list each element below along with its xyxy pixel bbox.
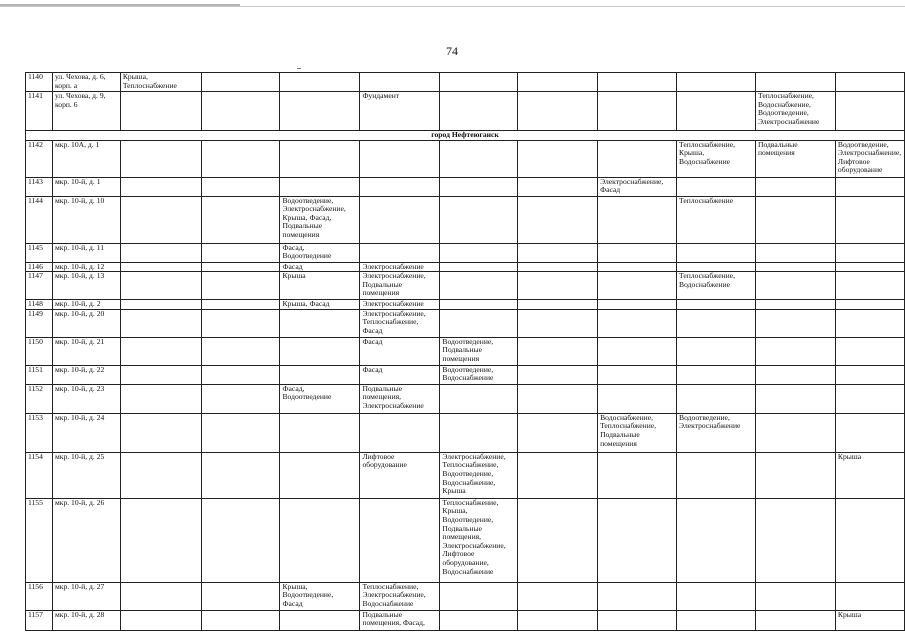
row-number: 1145 bbox=[26, 243, 53, 262]
row-number: 1153 bbox=[26, 413, 53, 452]
work-cell bbox=[518, 73, 598, 92]
work-cell bbox=[755, 300, 835, 310]
work-cell bbox=[518, 452, 598, 498]
work-cell bbox=[440, 413, 518, 452]
work-cell bbox=[755, 272, 835, 300]
work-cell bbox=[835, 300, 904, 310]
work-cell bbox=[360, 243, 440, 262]
work-cell bbox=[518, 498, 598, 582]
table-row bbox=[26, 196, 905, 243]
address-cell: ул. Чехова, д. 6, корп. а bbox=[52, 73, 120, 92]
address-cell: мкр. 10-й, д. 11 bbox=[52, 243, 120, 262]
work-cell bbox=[598, 300, 677, 310]
work-cell bbox=[440, 262, 518, 272]
work-cell bbox=[755, 452, 835, 498]
work-cell bbox=[598, 196, 677, 243]
table-row bbox=[26, 243, 905, 262]
work-cell bbox=[120, 272, 201, 300]
work-cell bbox=[598, 365, 677, 384]
work-cell bbox=[360, 140, 440, 177]
row-number: 1155 bbox=[26, 498, 53, 582]
work-cell bbox=[201, 177, 280, 196]
work-cell bbox=[201, 196, 280, 243]
row-number: 1151 bbox=[26, 365, 53, 384]
work-cell bbox=[280, 92, 360, 131]
work-cell bbox=[201, 92, 280, 131]
work-cell bbox=[120, 92, 201, 131]
work-cell: Теплоснабжение, Крыша, Водоотведение, Подвальные помещения, Электроснабжение, Лифтовое оборудование, Водоснабжение bbox=[440, 498, 518, 582]
work-cell bbox=[677, 498, 756, 582]
work-cell bbox=[755, 365, 835, 384]
work-cell: Электроснабжение, Фасад bbox=[598, 177, 677, 196]
work-cell bbox=[201, 262, 280, 272]
work-cell bbox=[201, 452, 280, 498]
work-cell bbox=[120, 243, 201, 262]
address-cell: мкр. 10-й, д. 1 bbox=[52, 177, 120, 196]
work-cell bbox=[835, 582, 904, 610]
address-cell: мкр. 10-й, д. 26 bbox=[52, 498, 120, 582]
work-cell bbox=[518, 413, 598, 452]
work-cell bbox=[120, 262, 201, 272]
work-cell bbox=[518, 92, 598, 131]
row-number: 1142 bbox=[26, 140, 53, 177]
city-name: город Нефтеюганск bbox=[26, 131, 905, 141]
work-cell bbox=[598, 140, 677, 177]
work-cell: Электроснабжение, Подвальные помещения bbox=[360, 272, 440, 300]
work-cell bbox=[518, 177, 598, 196]
row-number: 1144 bbox=[26, 196, 53, 243]
work-cell bbox=[598, 582, 677, 610]
work-cell bbox=[835, 262, 904, 272]
work-cell bbox=[120, 300, 201, 310]
work-cell bbox=[518, 309, 598, 337]
work-cell: Фасад bbox=[280, 262, 360, 272]
work-cell: Подвальные помещения bbox=[755, 140, 835, 177]
work-cell bbox=[598, 610, 677, 630]
work-cell bbox=[440, 196, 518, 243]
work-cell: Водоотведение, Электроснабжение, Лифтовое оборудование bbox=[835, 140, 904, 177]
row-number: 1157 bbox=[26, 610, 53, 630]
work-cell bbox=[280, 452, 360, 498]
work-cell bbox=[280, 73, 360, 92]
address-cell: мкр. 10-й, д. 12 bbox=[52, 262, 120, 272]
row-number: 1152 bbox=[26, 384, 53, 413]
work-cell: Крыша bbox=[835, 452, 904, 498]
work-cell bbox=[120, 337, 201, 365]
table-row bbox=[26, 262, 905, 272]
work-cell bbox=[677, 300, 756, 310]
work-cell bbox=[755, 582, 835, 610]
work-cell bbox=[755, 262, 835, 272]
table-row bbox=[26, 498, 905, 582]
work-cell bbox=[677, 452, 756, 498]
address-cell: мкр. 10-й, д. 25 bbox=[52, 452, 120, 498]
work-cell bbox=[518, 300, 598, 310]
work-cell bbox=[755, 243, 835, 262]
address-cell: мкр. 10-й, д. 24 bbox=[52, 413, 120, 452]
work-cell bbox=[755, 196, 835, 243]
row-number: 1146 bbox=[26, 262, 53, 272]
work-cell bbox=[120, 309, 201, 337]
table-row bbox=[26, 92, 905, 131]
work-cell: Крыша, Теплоснабжение bbox=[120, 73, 201, 92]
table-row bbox=[26, 177, 905, 196]
work-cell: Водоснабжение, Теплоснабжение, Подвальные помещения bbox=[598, 413, 677, 452]
work-cell bbox=[120, 196, 201, 243]
scan-dot bbox=[297, 68, 301, 69]
work-cell: Крыша bbox=[280, 272, 360, 300]
table-row bbox=[26, 73, 905, 92]
work-cell bbox=[201, 337, 280, 365]
work-cell: Подвальные помещения, Электроснабжение bbox=[360, 384, 440, 413]
work-cell: Фасад, Водоотведение bbox=[280, 384, 360, 413]
table-row bbox=[26, 309, 905, 337]
work-cell bbox=[120, 452, 201, 498]
work-cell bbox=[360, 413, 440, 452]
work-cell: Теплоснабжение, Водоснабжение bbox=[677, 272, 756, 300]
work-cell bbox=[440, 243, 518, 262]
work-cell: Фундамент bbox=[360, 92, 440, 131]
work-cell bbox=[440, 300, 518, 310]
work-cell bbox=[518, 337, 598, 365]
work-cell bbox=[360, 177, 440, 196]
work-cell bbox=[360, 498, 440, 582]
work-cell bbox=[755, 73, 835, 92]
work-cell bbox=[280, 309, 360, 337]
work-cell bbox=[755, 498, 835, 582]
row-number: 1143 bbox=[26, 177, 53, 196]
scan-edge-line bbox=[0, 6, 905, 7]
work-cell: Крыша bbox=[835, 610, 904, 630]
address-cell: мкр. 10-й, д. 20 bbox=[52, 309, 120, 337]
address-cell: мкр. 10-й, д. 10 bbox=[52, 196, 120, 243]
work-cell bbox=[518, 384, 598, 413]
work-cell bbox=[120, 140, 201, 177]
work-cell bbox=[755, 384, 835, 413]
work-cell bbox=[360, 196, 440, 243]
work-cell bbox=[201, 309, 280, 337]
work-cell: Водоотведение, Подвальные помещения bbox=[440, 337, 518, 365]
work-cell bbox=[280, 177, 360, 196]
work-cell bbox=[835, 243, 904, 262]
address-cell: мкр. 10А, д. 1 bbox=[52, 140, 120, 177]
work-cell: Электроснабжение bbox=[360, 300, 440, 310]
work-cell bbox=[120, 365, 201, 384]
work-cell bbox=[120, 498, 201, 582]
work-cell: Водоотведение, Электроснабжение bbox=[677, 413, 756, 452]
work-cell bbox=[280, 498, 360, 582]
work-cell bbox=[440, 309, 518, 337]
work-cell: Электроснабжение bbox=[360, 262, 440, 272]
city-header-row bbox=[26, 131, 905, 141]
work-cell bbox=[677, 610, 756, 630]
work-cell bbox=[598, 73, 677, 92]
work-cell bbox=[280, 413, 360, 452]
work-cell: Теплоснабжение, Электроснабжение, Водоснабжение bbox=[360, 582, 440, 610]
table-row bbox=[26, 272, 905, 300]
work-cell: Теплоснабжение, Водоснабжение, Водоотведение, Электроснабжение bbox=[755, 92, 835, 131]
work-cell bbox=[835, 196, 904, 243]
row-number: 1154 bbox=[26, 452, 53, 498]
work-cell bbox=[360, 73, 440, 92]
table-row bbox=[26, 384, 905, 413]
table-body-before bbox=[26, 73, 905, 131]
work-cell bbox=[835, 498, 904, 582]
work-cell bbox=[677, 262, 756, 272]
table-row bbox=[26, 610, 905, 630]
work-cell bbox=[835, 384, 904, 413]
work-cell bbox=[201, 413, 280, 452]
row-number: 1148 bbox=[26, 300, 53, 310]
work-cell bbox=[677, 309, 756, 337]
work-cell bbox=[518, 610, 598, 630]
address-cell: мкр. 10-й, д. 23 bbox=[52, 384, 120, 413]
work-cell bbox=[280, 337, 360, 365]
address-cell: ул. Чехова, д. 9, корп. 6 bbox=[52, 92, 120, 131]
work-cell bbox=[598, 272, 677, 300]
work-cell bbox=[835, 365, 904, 384]
work-cell: Водоотведение, Электроснабжение, Крыша, Фасад, Подвальные помещения bbox=[280, 196, 360, 243]
work-cell bbox=[835, 309, 904, 337]
table-row bbox=[26, 365, 905, 384]
work-cell: Фасад, Водоотведение bbox=[280, 243, 360, 262]
work-cell bbox=[518, 140, 598, 177]
row-number: 1147 bbox=[26, 272, 53, 300]
table-row bbox=[26, 452, 905, 498]
row-number: 1149 bbox=[26, 309, 53, 337]
work-cell bbox=[120, 582, 201, 610]
work-cell bbox=[280, 140, 360, 177]
work-cell bbox=[598, 92, 677, 131]
work-cell bbox=[677, 337, 756, 365]
work-cell: Электроснабжение, Теплоснабжение, Водоотведение, Водоснабжение, Крыша bbox=[440, 452, 518, 498]
table-row bbox=[26, 337, 905, 365]
work-cell bbox=[598, 262, 677, 272]
work-cell bbox=[677, 92, 756, 131]
work-cell bbox=[835, 337, 904, 365]
work-cell bbox=[755, 177, 835, 196]
work-cell bbox=[440, 73, 518, 92]
work-cell bbox=[755, 309, 835, 337]
work-cell bbox=[598, 337, 677, 365]
work-cell bbox=[518, 365, 598, 384]
work-cell bbox=[201, 582, 280, 610]
work-cell bbox=[120, 177, 201, 196]
work-cell: Лифтовое оборудование bbox=[360, 452, 440, 498]
table-row bbox=[26, 582, 905, 610]
work-cell: Водоотведение, Водоснабжение bbox=[440, 365, 518, 384]
work-cell bbox=[518, 272, 598, 300]
work-cell bbox=[201, 365, 280, 384]
work-cell bbox=[835, 92, 904, 131]
work-cell bbox=[835, 73, 904, 92]
table-body-after bbox=[26, 140, 905, 630]
work-cell: Крыша, Фасад bbox=[280, 300, 360, 310]
work-cell bbox=[201, 384, 280, 413]
work-cell bbox=[598, 243, 677, 262]
work-cell bbox=[598, 498, 677, 582]
address-cell: мкр. 10-й, д. 22 bbox=[52, 365, 120, 384]
work-cell: Теплоснабжение bbox=[677, 196, 756, 243]
work-cell bbox=[440, 92, 518, 131]
work-cell bbox=[120, 384, 201, 413]
page-number: 74 bbox=[446, 44, 458, 58]
row-number: 1141 bbox=[26, 92, 53, 131]
work-cell bbox=[120, 610, 201, 630]
work-cell bbox=[518, 243, 598, 262]
address-cell: мкр. 10-й, д. 2 bbox=[52, 300, 120, 310]
work-cell bbox=[280, 610, 360, 630]
work-cell bbox=[518, 582, 598, 610]
table-row bbox=[26, 300, 905, 310]
work-cell bbox=[835, 413, 904, 452]
work-cell: Электроснабжение, Теплоснабжение, Фасад bbox=[360, 309, 440, 337]
address-cell: мкр. 10-й, д. 13 bbox=[52, 272, 120, 300]
work-cell bbox=[835, 177, 904, 196]
work-cell bbox=[755, 413, 835, 452]
work-cell bbox=[201, 140, 280, 177]
row-number: 1156 bbox=[26, 582, 53, 610]
work-cell bbox=[440, 582, 518, 610]
work-cell bbox=[755, 610, 835, 630]
table-row bbox=[26, 413, 905, 452]
work-cell: Теплоснабжение, Крыша, Водоснабжение bbox=[677, 140, 756, 177]
work-cell bbox=[280, 365, 360, 384]
city-section bbox=[26, 131, 905, 141]
work-cell bbox=[598, 384, 677, 413]
work-cell bbox=[518, 262, 598, 272]
work-cell bbox=[440, 610, 518, 630]
work-cell bbox=[201, 300, 280, 310]
work-cell bbox=[201, 498, 280, 582]
work-cell bbox=[755, 337, 835, 365]
work-cell bbox=[677, 384, 756, 413]
work-cell bbox=[598, 452, 677, 498]
work-cell bbox=[201, 272, 280, 300]
work-cell bbox=[440, 272, 518, 300]
work-cell: Фасад bbox=[360, 365, 440, 384]
work-cell bbox=[201, 610, 280, 630]
work-cell bbox=[201, 73, 280, 92]
work-cell: Крыша, Водоотведение, Фасад bbox=[280, 582, 360, 610]
address-cell: мкр. 10-й, д. 27 bbox=[52, 582, 120, 610]
row-number: 1140 bbox=[26, 73, 53, 92]
repair-schedule-table bbox=[25, 72, 905, 631]
address-cell: мкр. 10-й, д. 28 bbox=[52, 610, 120, 630]
work-cell bbox=[440, 177, 518, 196]
work-cell bbox=[120, 413, 201, 452]
work-cell: Подвальные помещения, Фасад, bbox=[360, 610, 440, 630]
table-row bbox=[26, 140, 905, 177]
work-cell bbox=[518, 196, 598, 243]
work-cell bbox=[677, 365, 756, 384]
work-cell bbox=[677, 243, 756, 262]
work-cell bbox=[440, 140, 518, 177]
work-cell bbox=[677, 582, 756, 610]
work-cell bbox=[835, 272, 904, 300]
address-cell: мкр. 10-й, д. 21 bbox=[52, 337, 120, 365]
row-number: 1150 bbox=[26, 337, 53, 365]
work-cell: Фасад bbox=[360, 337, 440, 365]
work-cell bbox=[677, 73, 756, 92]
work-cell bbox=[201, 243, 280, 262]
work-cell bbox=[677, 177, 756, 196]
work-cell bbox=[598, 309, 677, 337]
work-cell bbox=[440, 384, 518, 413]
